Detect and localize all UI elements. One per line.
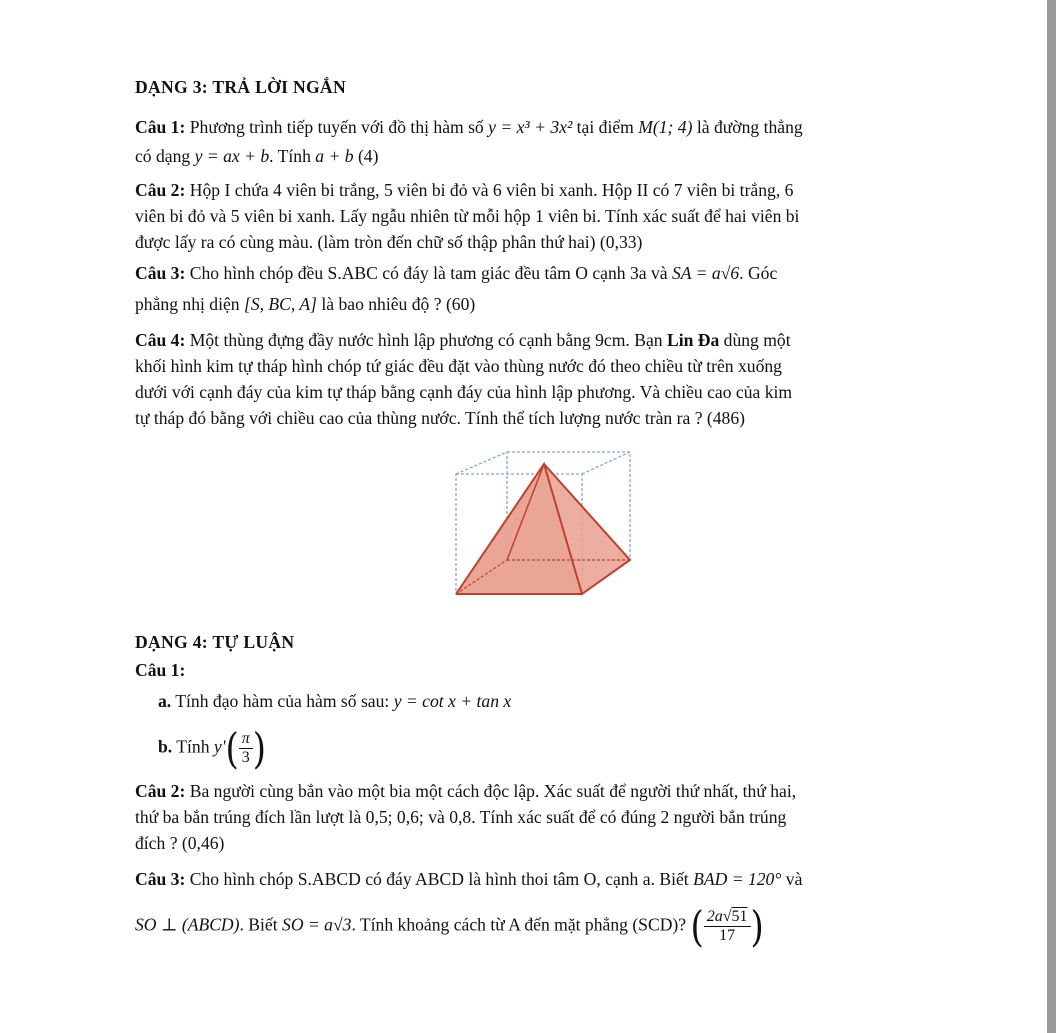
d3-q1-line2 [135,145,378,167]
item-label: b. [158,736,173,757]
text: phẳng nhị diện [135,294,244,314]
section-title-dang4: DẠNG 4: TỰ LUẬN [135,632,295,652]
formula: SO ⊥ (ABCD) [135,914,240,935]
text: . Tính [269,146,316,166]
num-coef: 2a [706,908,723,925]
formula: [S, BC, A] [243,294,317,314]
d4-q3-label: Câu 3: [135,869,186,889]
pyramid [456,464,630,594]
text: là bao nhiêu độ ? (60) [316,294,476,314]
numerator: 2a√51 [704,908,751,927]
pyramid-in-cube-figure [452,448,642,606]
d4-q3-line2 [135,901,764,952]
answer-fraction [704,908,751,945]
denominator: 3 [241,749,250,766]
d4-q1-label: Câu 1: [135,660,186,680]
formula: SO = a√3 [282,914,352,935]
text: tại điểm [572,117,639,137]
formula: BAD = 120° [693,869,782,889]
item-label: a. [158,691,172,711]
d3-q4-line2: khối hình kim tự tháp hình chóp tứ giác đều đặt vào thùng nước đó theo chiều từ trên xuống [135,356,782,376]
paren-right: ) [252,723,267,774]
text: . Góc [739,263,778,283]
text: Hộp I chứa 4 viên bi trắng, 5 viên bi đỏ và 6 viên bi xanh. Hộp II có 7 viên bi trắng, 6 [185,180,794,200]
section-title-dang3: DẠNG 3: TRẢ LỜI NGẮN [135,77,346,97]
text: Cho hình chóp S.ABCD có đáy ABCD là hình thoi tâm O, cạnh a. Biết [185,869,694,889]
radicand: 51 [731,908,748,925]
paren-left: ( [690,901,704,952]
name: Lin Đa [666,330,720,350]
d4-q2-line3: đích ? (0,46) [135,833,225,853]
d4-q2-label: Câu 2: [135,781,186,801]
formula: y' [213,736,226,757]
d3-q3-line1 [135,262,777,284]
d3-q4-line1 [135,329,791,351]
text: Phương trình tiếp tuyến với đồ thị hàm số [185,117,489,137]
formula: SA = a√6 [672,263,740,283]
text: và [781,869,803,889]
text: Một thùng đựng đầy nước hình lập phương có cạnh bằng 9cm. Bạn [185,330,667,350]
d3-q1-label: Câu 1: [135,117,186,137]
text: có dạng [135,146,195,166]
paren-left: ( [225,723,239,774]
text: . Tính khoảng cách từ A đến mặt phẳng (SCD)? [351,914,691,935]
text: Ba người cùng bắn vào một bia một cách độc lập. Xác suất để người thứ nhất, thứ hai, [185,781,797,801]
d4-q1-label-line [135,659,185,681]
denominator: 17 [719,927,736,944]
answer: (4) [353,146,379,166]
d3-q3-line2 [135,293,475,315]
formula: y = cot x + tan x [393,691,512,711]
d3-q2-label: Câu 2: [135,180,186,200]
formula: a + b [315,146,354,166]
formula: y = ax + b [194,146,270,166]
d3-q2-line2: viên bi đỏ và 5 viên bi xanh. Lấy ngẫu nhiên từ mỗi hộp 1 viên bi. Tính xác suất để hai viên bi [135,206,800,226]
text: Tính đạo hàm của hàm số sau: [171,691,394,711]
text: Tính [172,736,214,757]
d3-q2-line3: được lấy ra có cùng màu. (làm tròn đến chữ số thập phân thứ hai) (0,33) [135,232,643,252]
formula: y = x³ + 3x² [488,117,573,137]
numerator: π [239,730,253,749]
d3-q1-line1 [135,116,803,138]
d3-q4-line3: dưới với cạnh đáy của kim tự tháp bằng cạnh đáy của hình lập phương. Và chiều cao của kim [135,382,793,402]
d4-q1a-line [158,690,511,712]
d4-q1b-line [158,723,267,774]
text: . Biết [239,914,283,935]
text: Cho hình chóp đều S.ABC có đáy là tam giác đều tâm O cạnh 3a và [185,263,672,283]
d4-q2-line2: thứ ba bắn trúng đích lần lượt là 0,5; 0,6; và 0,8. Tính xác suất để có đúng 2 người bắn trúng [135,807,787,827]
d4-q3-line1 [135,868,802,890]
page-edge [1047,0,1056,1033]
formula: M(1; 4) [638,117,693,137]
text: dùng một [719,330,791,350]
paren-right: ) [750,901,764,952]
d3-q4-line4: tự tháp đó bằng với chiều cao của thùng nước. Tính thể tích lượng nước tràn ra ? (486) [135,408,746,428]
d3-q2-line1 [135,179,793,201]
text: là đường thẳng [692,117,803,137]
d3-q3-label: Câu 3: [135,263,186,283]
d4-q2-line1 [135,780,796,802]
fraction [239,730,253,767]
d3-q4-label: Câu 4: [135,330,186,350]
